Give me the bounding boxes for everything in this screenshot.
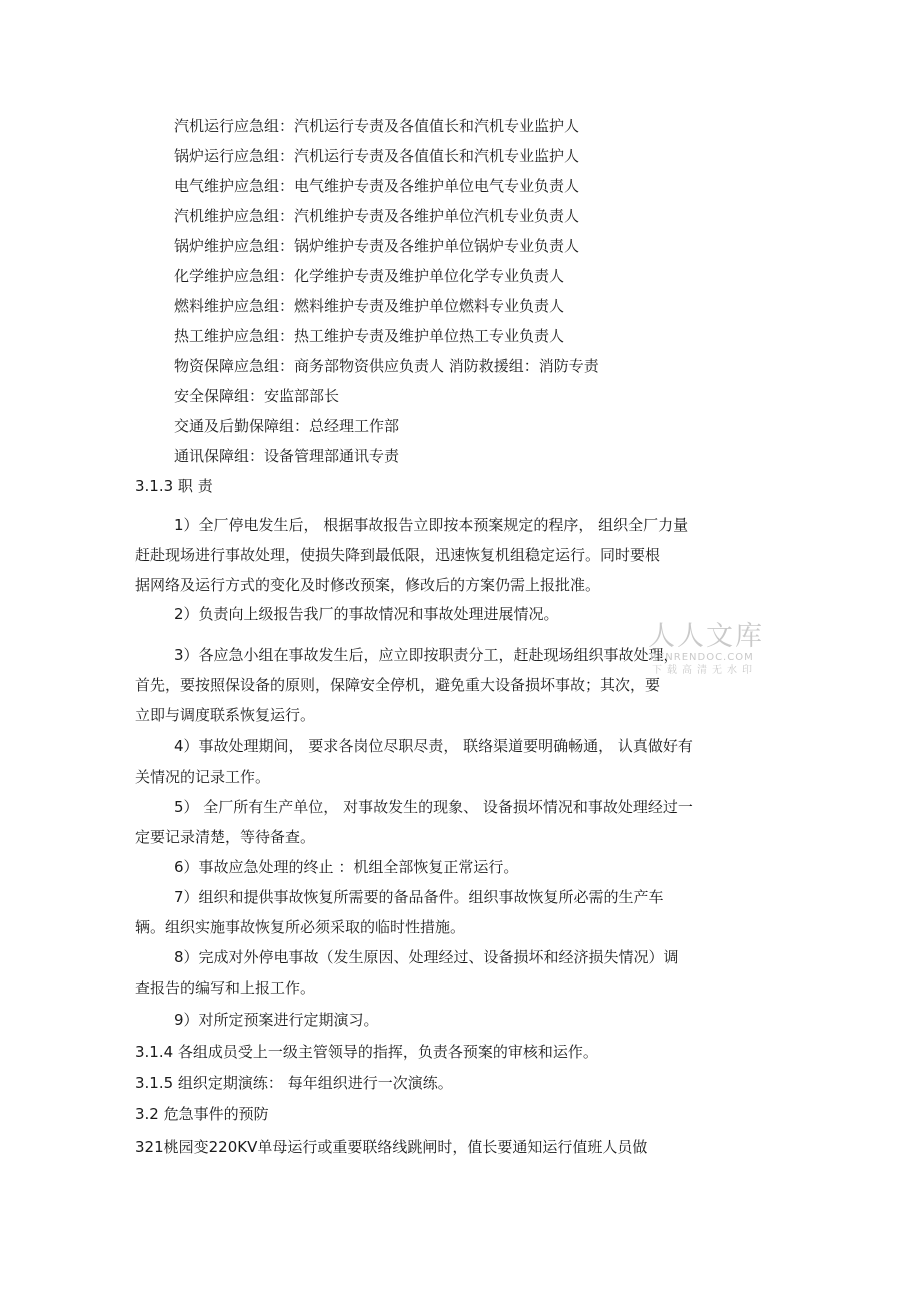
roster-line: 安全保障组：安监部部长	[174, 387, 340, 405]
roster-line: 汽机维护应急组：汽机维护专责及各维护单位汽机专业负责人	[174, 207, 580, 225]
watermark-url: RENRENDOC.COM	[650, 652, 754, 663]
roster-line: 化学维护应急组：化学维护专责及维护单位化学专业负责人	[174, 267, 565, 285]
watermark-logo	[648, 622, 778, 677]
duty-line: 首先，要按照保设备的原则，保障安全停机，避免重大设备损坏事故；其次，要	[135, 676, 661, 694]
duty-line: 6）事故应急处理的终止 ：机组全部恢复正常运行。	[174, 858, 519, 876]
roster-line: 通讯保障组：设备管理部通讯专责	[174, 447, 400, 465]
duty-line: 辆。组织实施事故恢复所必须采取的临时性措施。	[135, 918, 466, 936]
roster-line: 物资保障应急组：商务部物资供应负责人 消防救援组：消防专责	[174, 357, 599, 375]
section-3-1-4: 3.1.4 各组成员受上一级主管领导的指挥，负责各预案的审核和运作。	[135, 1043, 598, 1061]
duty-line: 3）各应急小组在事故发生后，应立即按职责分工，赶赴现场组织事故处理，	[174, 646, 679, 664]
duty-line: 5） 全厂所有生产单位， 对事故发生的现象、 设备损坏情况和事故处理经过一	[174, 798, 693, 816]
duty-line: 2）负责向上级报告我厂的事故情况和事故处理进展情况。	[174, 605, 559, 623]
section-heading-3-2: 3.2 危急事件的预防	[135, 1105, 269, 1123]
watermark-subtitle: 下载高清无水印	[652, 665, 757, 676]
duty-line: 9）对所定预案进行定期演习。	[174, 1011, 379, 1029]
duty-line: 定要记录清楚，等待备查。	[135, 828, 316, 846]
roster-line: 交通及后勤保障组：总经理工作部	[174, 417, 400, 435]
roster-line: 锅炉运行应急组：汽机运行专责及各值值长和汽机专业监护人	[174, 147, 580, 165]
section-heading-3-1-3: 3.1.3 职 责	[135, 477, 213, 495]
duty-line: 立即与调度联系恢复运行。	[135, 706, 316, 724]
roster-line: 锅炉维护应急组：锅炉维护专责及各维护单位锅炉专业负责人	[174, 237, 580, 255]
duty-line: 据网络及运行方式的变化及时修改预案，修改后的方案仍需上报批准。	[135, 576, 601, 594]
duty-line: 查报告的编写和上报工作。	[135, 979, 316, 997]
duty-line: 赶赴现场进行事故处理，使损失降到最低限，迅速恢复机组稳定运行。同时要根	[135, 546, 661, 564]
paragraph-3-2-1: 321桃园变220KV单母运行或重要联络线跳闸时，值长要通知运行值班人员做	[135, 1138, 648, 1156]
duty-line: 关情况的记录工作。	[135, 768, 271, 786]
duty-line: 4）事故处理期间， 要求各岗位尽职尽责， 联络渠道要明确畅通， 认真做好有	[174, 737, 693, 755]
section-3-1-5: 3.1.5 组织定期演练： 每年组织进行一次演练。	[135, 1074, 453, 1092]
duty-line: 7）组织和提供事故恢复所需要的备品备件。组织事故恢复所必需的生产车	[174, 888, 664, 906]
watermark-title: 人人文库	[648, 621, 764, 652]
duty-line: 8）完成对外停电事故（发生原因、处理经过、设备损坏和经济损失情况）调	[174, 948, 679, 966]
roster-line: 电气维护应急组：电气维护专责及各维护单位电气专业负责人	[174, 177, 580, 195]
roster-line: 燃料维护应急组：燃料维护专责及维护单位燃料专业负责人	[174, 297, 565, 315]
roster-line: 汽机运行应急组：汽机运行专责及各值值长和汽机专业监护人	[174, 117, 580, 135]
roster-line: 热工维护应急组：热工维护专责及维护单位热工专业负责人	[174, 327, 565, 345]
duty-line: 1）全厂停电发生后， 根据事故报告立即按本预案规定的程序， 组织全厂力量	[174, 516, 689, 534]
